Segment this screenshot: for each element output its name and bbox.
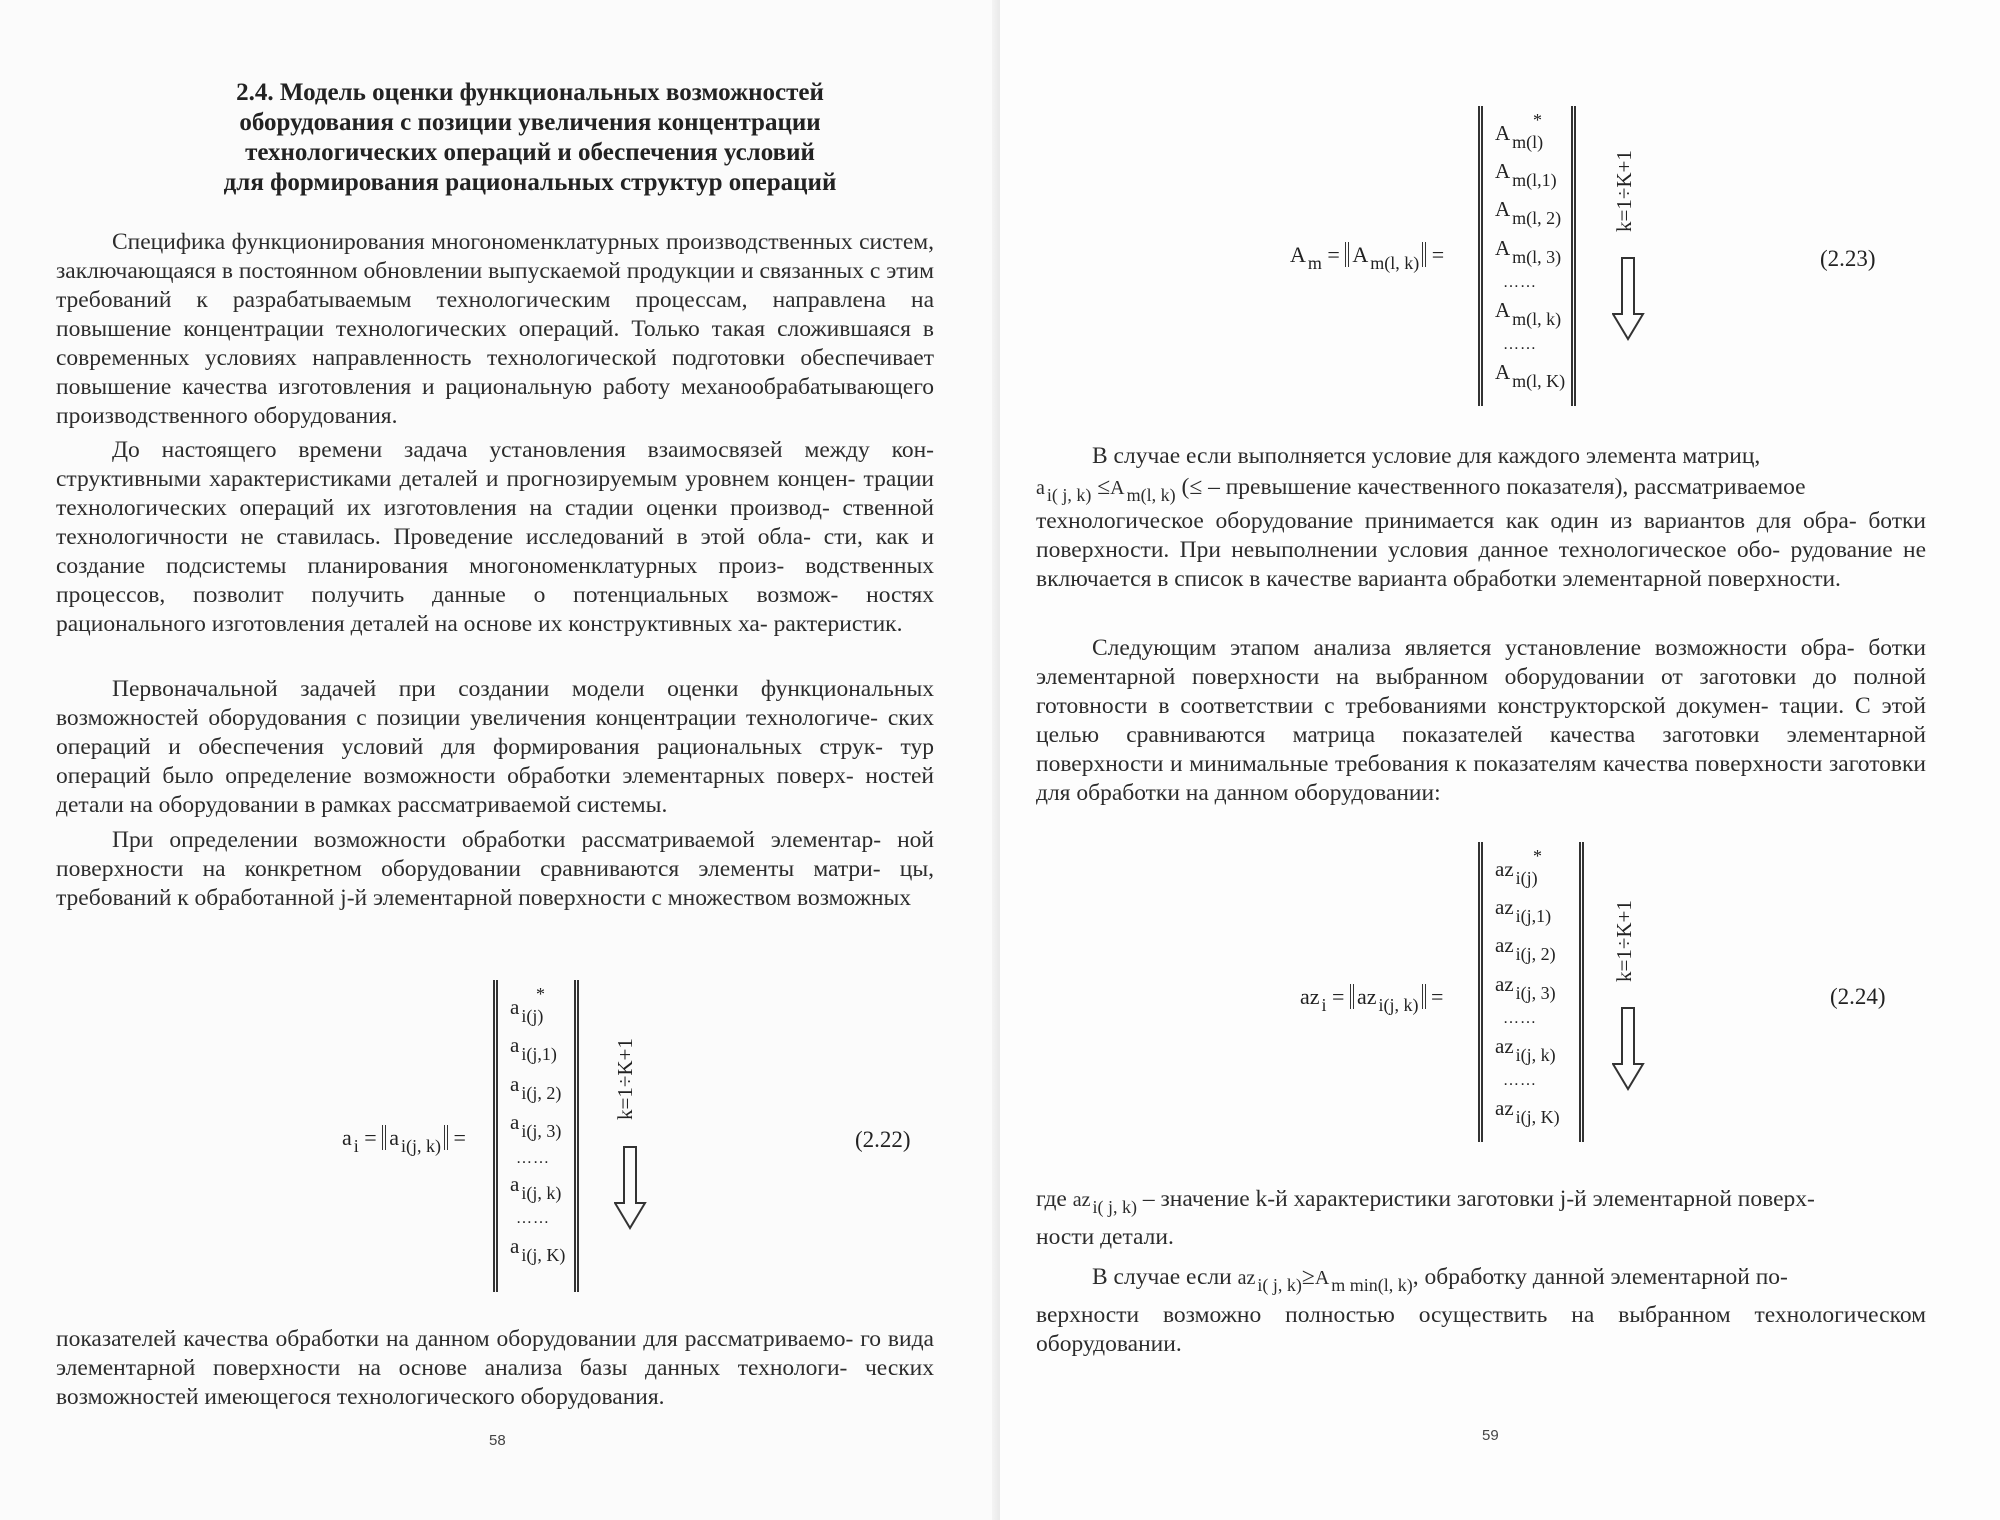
down-arrow-icon (614, 1145, 648, 1231)
matrix: * A m(l) A m(l,1) A m(l, 2) A m(l, 3) …… A m(l, k) …… A m(l, K) (1478, 106, 1576, 406)
range-label: k=1÷K+1 (1612, 150, 1636, 232)
matrix-element: a i(j,1) (510, 1033, 557, 1064)
paragraph-3: Первоначальной задачей при создании модели оценки функциональных возможностей оборудования с позиции увеличения концентрации технологиче- ских операций и обеспечения условий для формирования рациональных струк- тур операций было определение возможности обработки элементарных поверх- ностей детали на оборудовании в рамках рассматриваемой системы. (56, 676, 935, 818)
paragraph-1: Специфика функционирования многономенклатурных производственных систем, заключающаяся в постоянном обновлении выпускаемой продукции и связанных с этим требований к разрабатываемым технологическим процессам, направлена на повышение концентрации технологических операций. Только такая сложившаяся в современных условиях направленность технологической подготовки обеспечивает повышение качества изготовления и рациональную работу механообрабатывающего производственного оборудования. (56, 229, 935, 429)
matrix-element: az i(j, 2) (1495, 933, 1556, 964)
matrix-element: a i(j, k) (510, 1172, 562, 1203)
equation-number: (2.22) (855, 1127, 911, 1152)
equation-lhs: a $_i$ = a $_{i(j, k)}$ = (342, 1125, 466, 1156)
matrix-element: az i(j, K) (1495, 1096, 1560, 1127)
paragraph-1: В случае если выполняется условие для каждого элемента матриц, a $_{i( j, k)}$ ≤A $_{m(l, k)}$ (≤ – превышение качественного показателя), рассматриваемое технологическое оборудование принимается как один из вариантов для обра- ботки поверхности. При невыполнении условия данное технологическое обо- рудование не включается в список в качестве варианта обработки элементарной поверхности. (1036, 443, 1926, 592)
matrix-element: A m(l, K) (1495, 360, 1566, 391)
equation-lhs: A $_m$ = A $_{m(l, k)}$ = (1290, 242, 1445, 273)
matrix-element: A m(l, 3) (1495, 236, 1562, 267)
page-number: 58 (489, 1432, 506, 1449)
matrix-element: a i(j, 3) (510, 1110, 562, 1141)
section-heading (190, 78, 870, 198)
matrix-element: az i(j) (1495, 857, 1538, 888)
matrix-dots: …… (1503, 1072, 1537, 1089)
range-label: k=1÷K+1 (1612, 900, 1636, 982)
right-page (1000, 0, 2000, 1520)
matrix-element: az i(j, 3) (1495, 972, 1556, 1003)
heading-line: 2.4. Модель оценки функциональных возможностей (236, 79, 824, 106)
paragraph-2: До настоящего времени задача установления взаимосвязей между кон- структивными характеристиками деталей и прогнозируемым уровнем концен- трации технологических операций их изготовления на стадии оценки производ- ственной технологичности не ставилась. Проведение исследований в этой обла- сти, как и создание подсистемы планирования многономенклатурных произ- водственных процессов, позволит получить данные о потенциальных возмож- ностях рационального изготовления деталей на основе их конструктивных ха- рактеристик. (56, 437, 935, 637)
matrix-element: az i(j, k) (1495, 1034, 1556, 1065)
matrix: * a i(j) a i(j,1) a i(j, 2) a i(j, 3) …… a i(j, k) …… a i(j, K) (493, 980, 579, 1292)
heading-line: технологических операций и обеспечения условий (245, 139, 815, 166)
paragraph-3: В случае если az $_{i( j, k)}$≥A $_{m min(l, k)}$, обработку данной элементарной по- верхности возможно полностью осуществить на выбранном технологическом оборудовании. (1036, 1264, 1926, 1357)
matrix-element: a i(j, K) (510, 1234, 566, 1265)
matrix-dots: …… (516, 1150, 550, 1167)
matrix-element: A m(l,1) (1495, 159, 1557, 190)
matrix-dots: …… (1503, 274, 1537, 291)
heading-line: оборудования с позиции увеличения концентрации (239, 109, 821, 136)
paragraph-where: где az $_{i( j, k)}$ – значение k-й характеристики заготовки j-й элементарной поверх- ности детали. (1036, 1186, 1815, 1250)
heading-line: для формирования рациональных структур операций (223, 169, 837, 196)
matrix-element: A m(l) (1495, 121, 1544, 152)
matrix-dots: …… (1503, 336, 1537, 353)
equation-number: (2.23) (1820, 246, 1876, 271)
equation-lhs: az $_i$ = az $_{i(j, k)}$ = (1300, 984, 1444, 1015)
paragraph-4: При определении возможности обработки рассматриваемой элементар- ной поверхности на конкретном оборудовании сравниваются элементы матри- цы, требований к обработанной j-й элементарной поверхности с множеством возможных (56, 827, 935, 911)
matrix-dots: …… (1503, 1010, 1537, 1027)
matrix-element: A m(l, 2) (1495, 197, 1562, 228)
matrix-element: a i(j, 2) (510, 1072, 562, 1103)
paragraph-5: показателей качества обработки на данном оборудовании для рассматриваемо- го вида элементарной поверхности на основе анализа базы данных технологи- ческих возможностей имеющегося технологического оборудования. (56, 1326, 934, 1410)
equation-number: (2.24) (1830, 984, 1886, 1009)
matrix-element: az i(j,1) (1495, 895, 1552, 926)
matrix: * az i(j) az i(j,1) az i(j, 2) az i(j, 3) …… az i(j, k) …… az i(j, K) (1478, 842, 1584, 1142)
paragraph-2: Следующим этапом анализа является установление возможности обра- ботки элементарной поверхности на выбранном оборудовании от заготовки до полной готовности в соответствии с требованиями конструкторской докумен- тации. С этой целью сравниваются матрица показателей качества заготовки элементарной поверхности и минимальные требования к показателям качества поверхности заготовки для обработки на данном оборудовании: (1036, 635, 1927, 806)
matrix-dots: …… (516, 1210, 550, 1227)
down-arrow-icon (1612, 1006, 1646, 1092)
matrix-element: a i(j) (510, 995, 544, 1026)
page-number: 59 (1482, 1427, 1499, 1444)
matrix-element: A m(l, k) (1495, 298, 1562, 329)
down-arrow-icon (1612, 256, 1646, 342)
range-label: k=1÷K+1 (613, 1038, 637, 1120)
